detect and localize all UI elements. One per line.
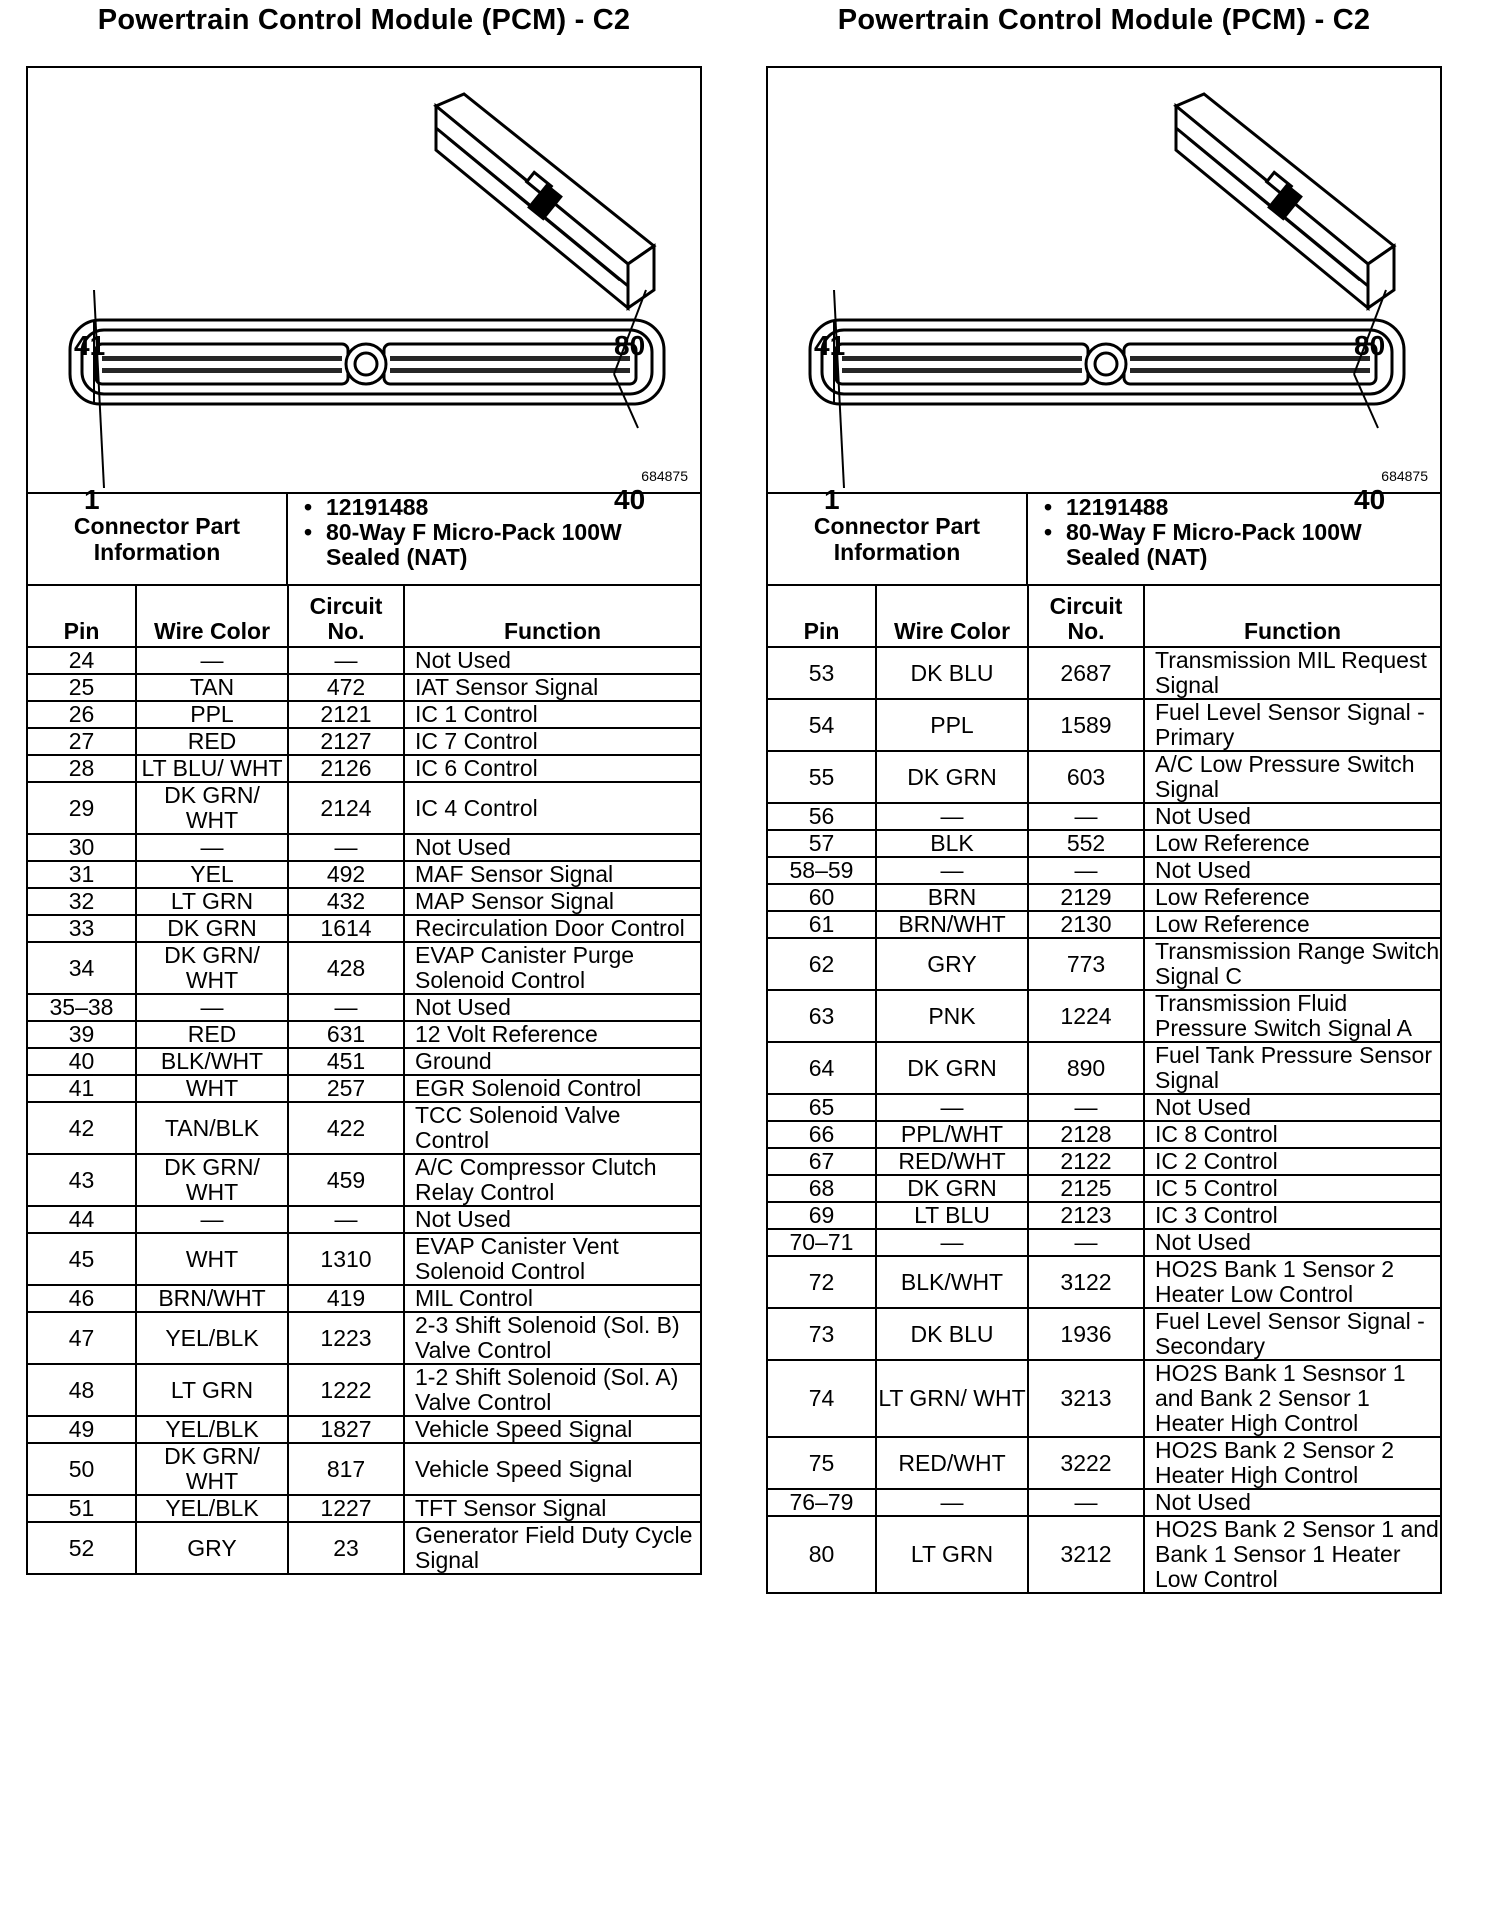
table-row [28, 728, 700, 755]
circuit-cell: 419 [288, 1285, 404, 1312]
circuit-cell: 257 [288, 1075, 404, 1102]
function-cell: Not Used [1144, 857, 1440, 884]
function-cell: Fuel Tank Pressure Sensor Signal [1144, 1042, 1440, 1094]
wire-color-cell: LT GRN [136, 888, 288, 915]
pin-cell: 42 [28, 1102, 136, 1154]
table-row [28, 861, 700, 888]
circuit-cell: 3213 [1028, 1360, 1144, 1437]
table-row [768, 1308, 1440, 1360]
wire-color-cell: DK GRN [876, 1042, 1028, 1094]
table-row [28, 1075, 700, 1102]
function-cell: 1-2 Shift Solenoid (Sol. A) Valve Control [404, 1364, 700, 1416]
connector-3d-view [1176, 94, 1394, 308]
pin-cell: 25 [28, 674, 136, 701]
table-header-row [768, 586, 1440, 647]
circuit-cell: 3122 [1028, 1256, 1144, 1308]
connector-info-label: Connector Part Information [28, 494, 288, 584]
pin-table [768, 586, 1440, 1592]
table-row [28, 1021, 700, 1048]
function-cell: EVAP Canister Vent Solenoid Control [404, 1233, 700, 1285]
function-cell: Transmission MIL Request Signal [1144, 647, 1440, 699]
circuit-cell: 1589 [1028, 699, 1144, 751]
function-cell: Transmission Fluid Pressure Switch Signal A [1144, 990, 1440, 1042]
pin-table-body [768, 647, 1440, 1592]
pin-cell: 55 [768, 751, 876, 803]
circuit-cell: 2128 [1028, 1121, 1144, 1148]
table-row [28, 1522, 700, 1573]
wire-color-cell: DK GRN [876, 1175, 1028, 1202]
pin-cell: 47 [28, 1312, 136, 1364]
pin-cell: 57 [768, 830, 876, 857]
circuit-cell: 2122 [1028, 1148, 1144, 1175]
table-row [28, 755, 700, 782]
wire-color-cell: RED [136, 1021, 288, 1048]
table-row [28, 834, 700, 861]
circuit-cell: 422 [288, 1102, 404, 1154]
function-cell: Not Used [404, 834, 700, 861]
pin-cell: 58–59 [768, 857, 876, 884]
wire-color-cell: PNK [876, 990, 1028, 1042]
pin-cell: 74 [768, 1360, 876, 1437]
connector-face-view [70, 290, 664, 488]
function-cell: Fuel Level Sensor Signal - Secondary [1144, 1308, 1440, 1360]
function-cell: Vehicle Speed Signal [404, 1416, 700, 1443]
function-cell: IC 5 Control [1144, 1175, 1440, 1202]
function-cell: A/C Low Pressure Switch Signal [1144, 751, 1440, 803]
pin-cell: 29 [28, 782, 136, 834]
wire-color-cell: — [876, 803, 1028, 830]
table-row [768, 830, 1440, 857]
wire-color-cell: YEL/BLK [136, 1312, 288, 1364]
header-function: Function [1144, 586, 1440, 647]
pin-table-body [28, 647, 700, 1573]
function-cell: Low Reference [1144, 830, 1440, 857]
wire-color-cell: DK GRN/ WHT [136, 1443, 288, 1495]
function-cell: Not Used [404, 647, 700, 674]
wire-color-cell: LT GRN/ WHT [876, 1360, 1028, 1437]
circuit-cell: — [288, 834, 404, 861]
function-cell: HO2S Bank 1 Sensor 2 Heater Low Control [1144, 1256, 1440, 1308]
connector-description: • 80-Way F Micro-Pack 100W Sealed (NAT) [1066, 520, 1440, 570]
pin-label-bottom-right: 40 [1354, 484, 1386, 515]
pin-cell: 67 [768, 1148, 876, 1175]
circuit-cell: 451 [288, 1048, 404, 1075]
table-row [28, 1206, 700, 1233]
connector-part-number: • 12191488 [1066, 495, 1440, 520]
connector-part-number: • 12191488 [326, 495, 700, 520]
connector-face-view [810, 290, 1404, 488]
function-cell: IC 8 Control [1144, 1121, 1440, 1148]
header-wire-color: Wire Color [136, 586, 288, 647]
table-row [28, 1364, 700, 1416]
wire-color-cell: — [876, 857, 1028, 884]
pin-cell: 61 [768, 911, 876, 938]
wire-color-cell: LT BLU/ WHT [136, 755, 288, 782]
wire-color-cell: RED/WHT [876, 1148, 1028, 1175]
circuit-cell: — [288, 994, 404, 1021]
pin-cell: 53 [768, 647, 876, 699]
pin-label-bottom-right: 40 [614, 484, 646, 515]
pin-cell: 80 [768, 1516, 876, 1592]
function-cell: Low Reference [1144, 884, 1440, 911]
circuit-cell: 631 [288, 1021, 404, 1048]
function-cell: Not Used [404, 1206, 700, 1233]
table-row [28, 1416, 700, 1443]
wire-color-cell: — [136, 1206, 288, 1233]
wire-color-cell: RED [136, 728, 288, 755]
circuit-cell: 23 [288, 1522, 404, 1573]
table-row [768, 1437, 1440, 1489]
circuit-cell: — [1028, 1489, 1144, 1516]
pin-cell: 51 [28, 1495, 136, 1522]
circuit-cell: — [1028, 857, 1144, 884]
table-row [768, 1175, 1440, 1202]
circuit-cell: — [288, 1206, 404, 1233]
table-row [768, 1256, 1440, 1308]
connector-description: • 80-Way F Micro-Pack 100W Sealed (NAT) [326, 520, 700, 570]
wire-color-cell: YEL/BLK [136, 1495, 288, 1522]
wire-color-cell: LT GRN [876, 1516, 1028, 1592]
function-cell: Generator Field Duty Cycle Signal [404, 1522, 700, 1573]
circuit-cell: 432 [288, 888, 404, 915]
table-row [768, 647, 1440, 699]
pin-cell: 40 [28, 1048, 136, 1075]
table-row [28, 1048, 700, 1075]
function-cell: Not Used [1144, 803, 1440, 830]
wire-color-cell: — [136, 994, 288, 1021]
function-cell: Not Used [1144, 1094, 1440, 1121]
connector-frame [766, 66, 1442, 1594]
wire-color-cell: GRY [136, 1522, 288, 1573]
pin-cell: 64 [768, 1042, 876, 1094]
wire-color-cell: GRY [876, 938, 1028, 990]
pin-label-bottom-left: 1 [824, 484, 840, 515]
pin-cell: 30 [28, 834, 136, 861]
connector-frame [26, 66, 702, 1575]
circuit-cell: 428 [288, 942, 404, 994]
pin-cell: 62 [768, 938, 876, 990]
wire-color-cell: DK GRN/ WHT [136, 942, 288, 994]
table-row [768, 938, 1440, 990]
pin-label-bottom-left: 1 [84, 484, 100, 515]
wire-color-cell: DK GRN [876, 751, 1028, 803]
pin-cell: 24 [28, 647, 136, 674]
function-cell: Low Reference [1144, 911, 1440, 938]
pin-label-top-left: 41 [814, 330, 846, 361]
wire-color-cell: DK GRN/ WHT [136, 782, 288, 834]
pin-cell: 44 [28, 1206, 136, 1233]
circuit-cell: 2124 [288, 782, 404, 834]
header-circuit-no: Circuit No. [288, 586, 404, 647]
circuit-cell: 890 [1028, 1042, 1144, 1094]
function-cell: Not Used [1144, 1489, 1440, 1516]
circuit-cell: 1227 [288, 1495, 404, 1522]
table-row [28, 674, 700, 701]
table-row [768, 803, 1440, 830]
circuit-cell: 1310 [288, 1233, 404, 1285]
table-row [28, 1154, 700, 1206]
circuit-cell: 2123 [1028, 1202, 1144, 1229]
pin-cell: 26 [28, 701, 136, 728]
table-row [768, 1094, 1440, 1121]
connector-part-info [768, 494, 1440, 586]
circuit-cell: 773 [1028, 938, 1144, 990]
pin-cell: 50 [28, 1443, 136, 1495]
wire-color-cell: PPL [876, 699, 1028, 751]
connector-info-list [1028, 494, 1440, 584]
wire-color-cell: PPL [136, 701, 288, 728]
circuit-cell: 3222 [1028, 1437, 1144, 1489]
table-row [768, 1148, 1440, 1175]
wire-color-cell: WHT [136, 1075, 288, 1102]
figure-id: 684875 [641, 468, 688, 484]
wire-color-cell: BRN/WHT [876, 911, 1028, 938]
pin-cell: 46 [28, 1285, 136, 1312]
pin-cell: 35–38 [28, 994, 136, 1021]
table-row [28, 1233, 700, 1285]
circuit-cell: 1614 [288, 915, 404, 942]
table-row [28, 888, 700, 915]
pin-cell: 63 [768, 990, 876, 1042]
pin-cell: 33 [28, 915, 136, 942]
wire-color-cell: WHT [136, 1233, 288, 1285]
function-cell: IC 6 Control [404, 755, 700, 782]
pin-cell: 41 [28, 1075, 136, 1102]
header-function: Function [404, 586, 700, 647]
pin-cell: 54 [768, 699, 876, 751]
pin-cell: 28 [28, 755, 136, 782]
figure-id: 684875 [1381, 468, 1428, 484]
circuit-cell: 2125 [1028, 1175, 1144, 1202]
circuit-cell: 2130 [1028, 911, 1144, 938]
pin-cell: 49 [28, 1416, 136, 1443]
table-row [768, 1121, 1440, 1148]
pin-cell: 48 [28, 1364, 136, 1416]
wire-color-cell: LT GRN [136, 1364, 288, 1416]
connector-3d-view [436, 94, 654, 308]
circuit-cell: 1222 [288, 1364, 404, 1416]
connector-part-info [28, 494, 700, 586]
header-pin: Pin [768, 586, 876, 647]
function-cell: IC 4 Control [404, 782, 700, 834]
table-row [768, 1229, 1440, 1256]
pin-cell: 70–71 [768, 1229, 876, 1256]
wire-color-cell: TAN/BLK [136, 1102, 288, 1154]
circuit-cell: — [1028, 1229, 1144, 1256]
table-row [28, 915, 700, 942]
panel-title: Powertrain Control Module (PCM) - C2 [97, 4, 631, 36]
table-row [28, 994, 700, 1021]
function-cell: MAP Sensor Signal [404, 888, 700, 915]
table-row [28, 647, 700, 674]
pin-table [28, 586, 700, 1573]
pin-cell: 69 [768, 1202, 876, 1229]
pin-cell: 43 [28, 1154, 136, 1206]
pin-cell: 34 [28, 942, 136, 994]
table-row [28, 1443, 700, 1495]
pin-cell: 60 [768, 884, 876, 911]
wire-color-cell: BLK/WHT [136, 1048, 288, 1075]
table-header-row [28, 586, 700, 647]
header-wire-color: Wire Color [876, 586, 1028, 647]
pin-cell: 52 [28, 1522, 136, 1573]
table-row [28, 1312, 700, 1364]
wire-color-cell: YEL/BLK [136, 1416, 288, 1443]
wire-color-cell: DK GRN/ WHT [136, 1154, 288, 1206]
wire-color-cell: DK GRN [136, 915, 288, 942]
wire-color-cell: — [876, 1229, 1028, 1256]
connector-info-label: Connector Part Information [768, 494, 1028, 584]
table-row [768, 699, 1440, 751]
wire-color-cell: PPL/WHT [876, 1121, 1028, 1148]
circuit-cell: 552 [1028, 830, 1144, 857]
function-cell: IC 2 Control [1144, 1148, 1440, 1175]
circuit-cell: 1936 [1028, 1308, 1144, 1360]
table-row [768, 1516, 1440, 1592]
connector-info-list [288, 494, 700, 584]
wire-color-cell: BLK/WHT [876, 1256, 1028, 1308]
function-cell: HO2S Bank 2 Sensor 2 Heater High Control [1144, 1437, 1440, 1489]
table-row [28, 782, 700, 834]
wire-color-cell: DK BLU [876, 1308, 1028, 1360]
pin-cell: 45 [28, 1233, 136, 1285]
table-row [768, 884, 1440, 911]
table-row [768, 990, 1440, 1042]
circuit-cell: 2121 [288, 701, 404, 728]
wire-color-cell: BLK [876, 830, 1028, 857]
wire-color-cell: LT BLU [876, 1202, 1028, 1229]
circuit-cell: 492 [288, 861, 404, 888]
wire-color-cell: — [136, 647, 288, 674]
pin-cell: 73 [768, 1308, 876, 1360]
function-cell: Not Used [1144, 1229, 1440, 1256]
pin-label-top-right: 80 [614, 330, 646, 361]
pin-cell: 65 [768, 1094, 876, 1121]
pin-cell: 76–79 [768, 1489, 876, 1516]
function-cell: Ground [404, 1048, 700, 1075]
pin-cell: 32 [28, 888, 136, 915]
header-circuit-no: Circuit No. [1028, 586, 1144, 647]
pin-label-top-left: 41 [74, 330, 106, 361]
circuit-cell: 472 [288, 674, 404, 701]
table-row [768, 857, 1440, 884]
wire-color-cell: BRN/WHT [136, 1285, 288, 1312]
wire-color-cell: BRN [876, 884, 1028, 911]
function-cell: TFT Sensor Signal [404, 1495, 700, 1522]
function-cell: A/C Compressor Clutch Relay Control [404, 1154, 700, 1206]
pin-cell: 27 [28, 728, 136, 755]
circuit-cell: 3212 [1028, 1516, 1144, 1592]
function-cell: 12 Volt Reference [404, 1021, 700, 1048]
circuit-cell: 817 [288, 1443, 404, 1495]
function-cell: IC 1 Control [404, 701, 700, 728]
pin-cell: 56 [768, 803, 876, 830]
wire-color-cell: — [136, 834, 288, 861]
function-cell: HO2S Bank 2 Sensor 1 and Bank 1 Sensor 1 Heater Low Control [1144, 1516, 1440, 1592]
function-cell: Recirculation Door Control [404, 915, 700, 942]
wire-color-cell: TAN [136, 674, 288, 701]
function-cell: IC 7 Control [404, 728, 700, 755]
pin-cell: 31 [28, 861, 136, 888]
circuit-cell: 1224 [1028, 990, 1144, 1042]
pin-cell: 66 [768, 1121, 876, 1148]
table-row [28, 942, 700, 994]
table-row [28, 1495, 700, 1522]
wire-color-cell: — [876, 1489, 1028, 1516]
circuit-cell: 2129 [1028, 884, 1144, 911]
wire-color-cell: — [876, 1094, 1028, 1121]
panel-title: Powertrain Control Module (PCM) - C2 [837, 4, 1371, 36]
pin-cell: 39 [28, 1021, 136, 1048]
pin-label-top-right: 80 [1354, 330, 1386, 361]
table-row [768, 751, 1440, 803]
circuit-cell: 459 [288, 1154, 404, 1206]
connector-drawing [28, 68, 700, 492]
table-row [768, 911, 1440, 938]
circuit-cell: 603 [1028, 751, 1144, 803]
circuit-cell: 2127 [288, 728, 404, 755]
circuit-cell: 1223 [288, 1312, 404, 1364]
circuit-cell: — [1028, 803, 1144, 830]
table-row [768, 1489, 1440, 1516]
wire-color-cell: YEL [136, 861, 288, 888]
function-cell: Not Used [404, 994, 700, 1021]
circuit-cell: 2687 [1028, 647, 1144, 699]
function-cell: 2-3 Shift Solenoid (Sol. B) Valve Control [404, 1312, 700, 1364]
circuit-cell: 2126 [288, 755, 404, 782]
function-cell: Transmission Range Switch Signal C [1144, 938, 1440, 990]
table-row [768, 1360, 1440, 1437]
pin-cell: 75 [768, 1437, 876, 1489]
header-pin: Pin [28, 586, 136, 647]
function-cell: EVAP Canister Purge Solenoid Control [404, 942, 700, 994]
function-cell: EGR Solenoid Control [404, 1075, 700, 1102]
table-row [28, 1285, 700, 1312]
function-cell: IAT Sensor Signal [404, 674, 700, 701]
function-cell: TCC Solenoid Valve Control [404, 1102, 700, 1154]
table-row [28, 1102, 700, 1154]
connector-drawing [768, 68, 1440, 492]
circuit-cell: — [288, 647, 404, 674]
wire-color-cell: RED/WHT [876, 1437, 1028, 1489]
pin-cell: 68 [768, 1175, 876, 1202]
circuit-cell: — [1028, 1094, 1144, 1121]
function-cell: HO2S Bank 1 Sesnsor 1 and Bank 2 Sensor 1 Heater High Control [1144, 1360, 1440, 1437]
pin-cell: 72 [768, 1256, 876, 1308]
function-cell: Fuel Level Sensor Signal - Primary [1144, 699, 1440, 751]
function-cell: MAF Sensor Signal [404, 861, 700, 888]
table-row [768, 1042, 1440, 1094]
function-cell: IC 3 Control [1144, 1202, 1440, 1229]
table-row [28, 701, 700, 728]
circuit-cell: 1827 [288, 1416, 404, 1443]
wire-color-cell: DK BLU [876, 647, 1028, 699]
table-row [768, 1202, 1440, 1229]
function-cell: MIL Control [404, 1285, 700, 1312]
function-cell: Vehicle Speed Signal [404, 1443, 700, 1495]
